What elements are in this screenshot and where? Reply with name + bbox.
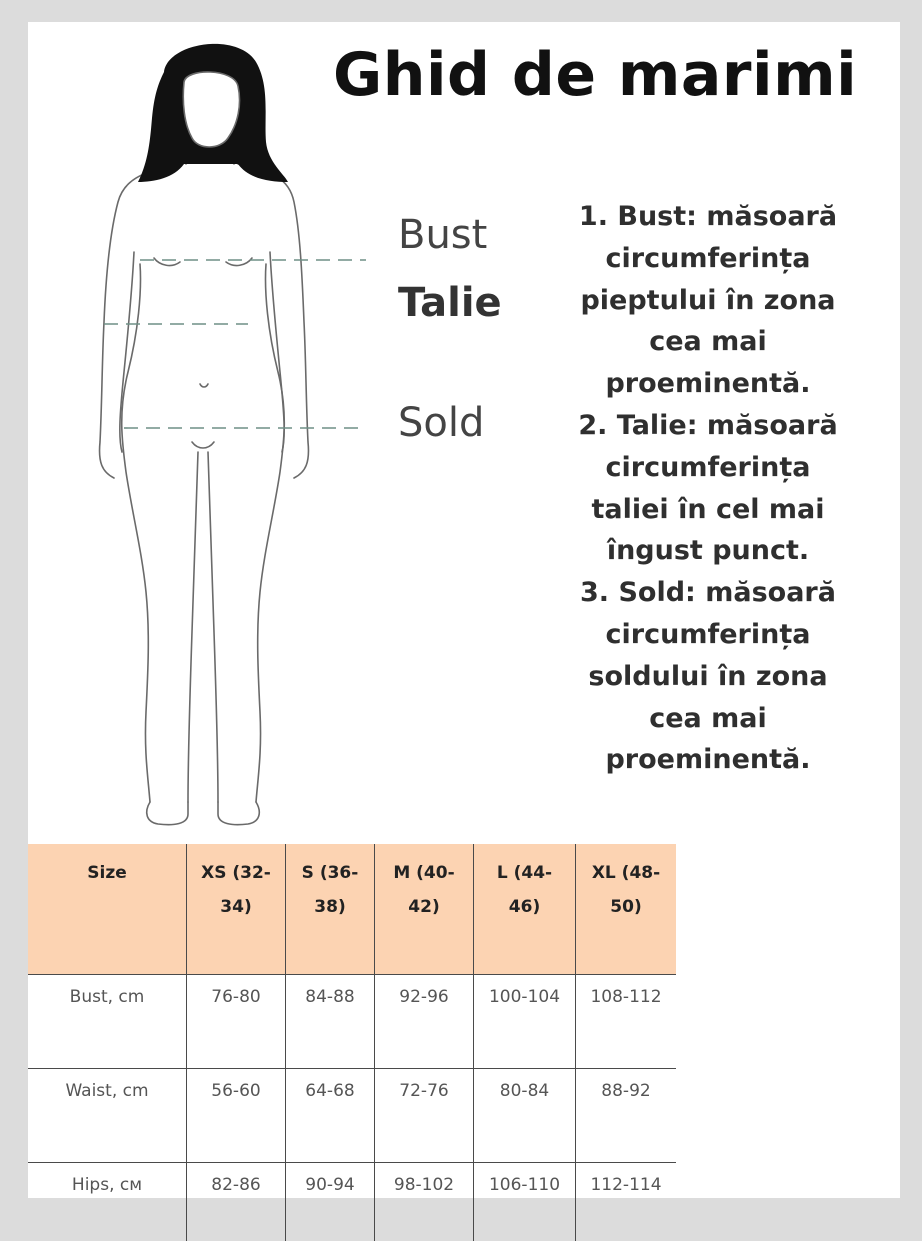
table-row (28, 1069, 676, 1163)
table-row (28, 1163, 676, 1241)
table-cell: 98-102 (375, 1163, 474, 1241)
row-label: Bust, cm (28, 975, 187, 1069)
instruction-line: soldului în zona (558, 656, 858, 698)
table-cell: 82-86 (187, 1163, 286, 1241)
table-row (28, 975, 676, 1069)
table-cell: 108-112 (576, 975, 677, 1069)
column-header-xs: XS (32- 34) (187, 844, 286, 975)
bust-label: Bust (398, 212, 487, 258)
instruction-line: proeminentă. (558, 739, 858, 781)
instruction-line: cea mai (558, 698, 858, 740)
table-cell: 88-92 (576, 1069, 677, 1163)
row-label: Waist, cm (28, 1069, 187, 1163)
table-cell: 56-60 (187, 1069, 286, 1163)
instruction-line: pieptului în zona (558, 280, 858, 322)
column-header-s: S (36- 38) (286, 844, 375, 975)
table-cell: 100-104 (474, 975, 576, 1069)
instruction-line: proeminentă. (558, 363, 858, 405)
column-header-size: Size (28, 844, 187, 975)
table-header-row (28, 844, 676, 975)
column-header-xl: XL (48- 50) (576, 844, 677, 975)
instruction-line: circumferința (558, 238, 858, 280)
instruction-line: 1. Bust: măsoară (558, 196, 858, 238)
page-title: Ghid de marimi (333, 40, 857, 110)
female-body-outline-icon (88, 32, 408, 832)
instruction-line: 3. Sold: măsoară (558, 572, 858, 614)
table-cell: 72-76 (375, 1069, 474, 1163)
size-table (28, 844, 676, 1241)
table-cell: 106-110 (474, 1163, 576, 1241)
instruction-line: 2. Talie: măsoară (558, 405, 858, 447)
sold-label: Sold (398, 400, 484, 446)
row-label: Hips, см (28, 1163, 187, 1241)
talie-label: Talie (398, 280, 502, 326)
instruction-line: taliei în cel mai (558, 489, 858, 531)
table-cell: 90-94 (286, 1163, 375, 1241)
table-cell: 80-84 (474, 1069, 576, 1163)
table-cell: 92-96 (375, 975, 474, 1069)
instruction-line: îngust punct. (558, 530, 858, 572)
measurement-instructions (558, 196, 858, 781)
table-cell: 64-68 (286, 1069, 375, 1163)
instruction-line: circumferința (558, 447, 858, 489)
column-header-l: L (44- 46) (474, 844, 576, 975)
table-cell: 76-80 (187, 975, 286, 1069)
column-header-m: M (40- 42) (375, 844, 474, 975)
instruction-line: circumferința (558, 614, 858, 656)
table-cell: 112-114 (576, 1163, 677, 1241)
table-cell: 84-88 (286, 975, 375, 1069)
size-guide-card (28, 22, 900, 1198)
instruction-line: cea mai (558, 321, 858, 363)
